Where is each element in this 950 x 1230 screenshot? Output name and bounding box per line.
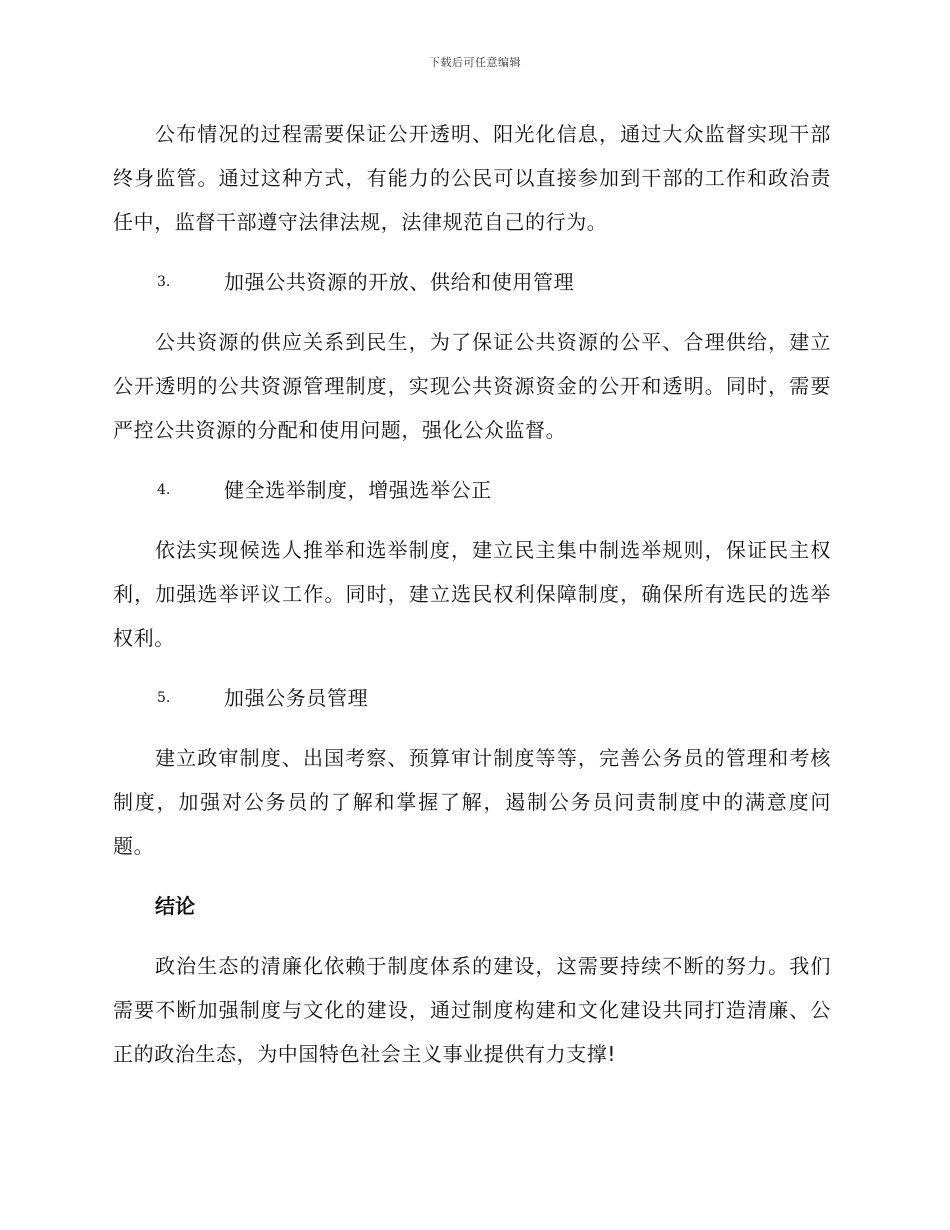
item-title: 加强公共资源的开放、供给和使用管理 [224,270,575,294]
conclusion-paragraph: 政治生态的清廉化依赖于制度体系的建设，这需要持续不断的努力。我们需要不断加强制度与文化的建设，通过制度构建和文化建设共同打造清廉、公正的政治生态，为中国特色社会主义事业提供有力支撑! [113,954,831,1066]
item-title: 健全选举制度，增强选举公正 [224,478,492,502]
item-number: 4. [157,482,171,498]
item-number: 3. [157,274,171,290]
list-item-heading [113,468,831,512]
item-paragraph: 依法实现候选人推举和选举制度，建立民主集中制选举规则，保证民主权利，加强选举评议工作。同时，建立选民权利保障制度，确保所有选民的选举权利。 [113,538,831,650]
header-note: 下载后可任意编辑 [429,56,521,69]
list-item-heading [113,676,831,720]
list-item-heading [113,260,831,304]
intro-paragraph: 公布情况的过程需要保证公开透明、阳光化信息，通过大众监督实现干部终身监管。通过这种方式，有能力的公民可以直接参加到干部的工作和政治责任中，监督干部遵守法律法规，法律规范自己的行为。 [113,122,831,234]
conclusion-heading: 结论 [155,894,195,918]
item-number: 5. [157,690,171,706]
item-paragraph: 建立政审制度、出国考察、预算审计制度等等，完善公务员的管理和考核制度，加强对公务员的了解和掌握了解，遏制公务员问责制度中的满意度问题。 [113,746,831,858]
item-title: 加强公务员管理 [224,686,369,710]
document-body [113,112,831,1076]
item-paragraph: 公共资源的供应关系到民生，为了保证公共资源的公平、合理供给，建立公开透明的公共资源管理制度，实现公共资源资金的公开和透明。同时，需要严控公共资源的分配和使用问题，强化公众监督。 [113,330,831,442]
